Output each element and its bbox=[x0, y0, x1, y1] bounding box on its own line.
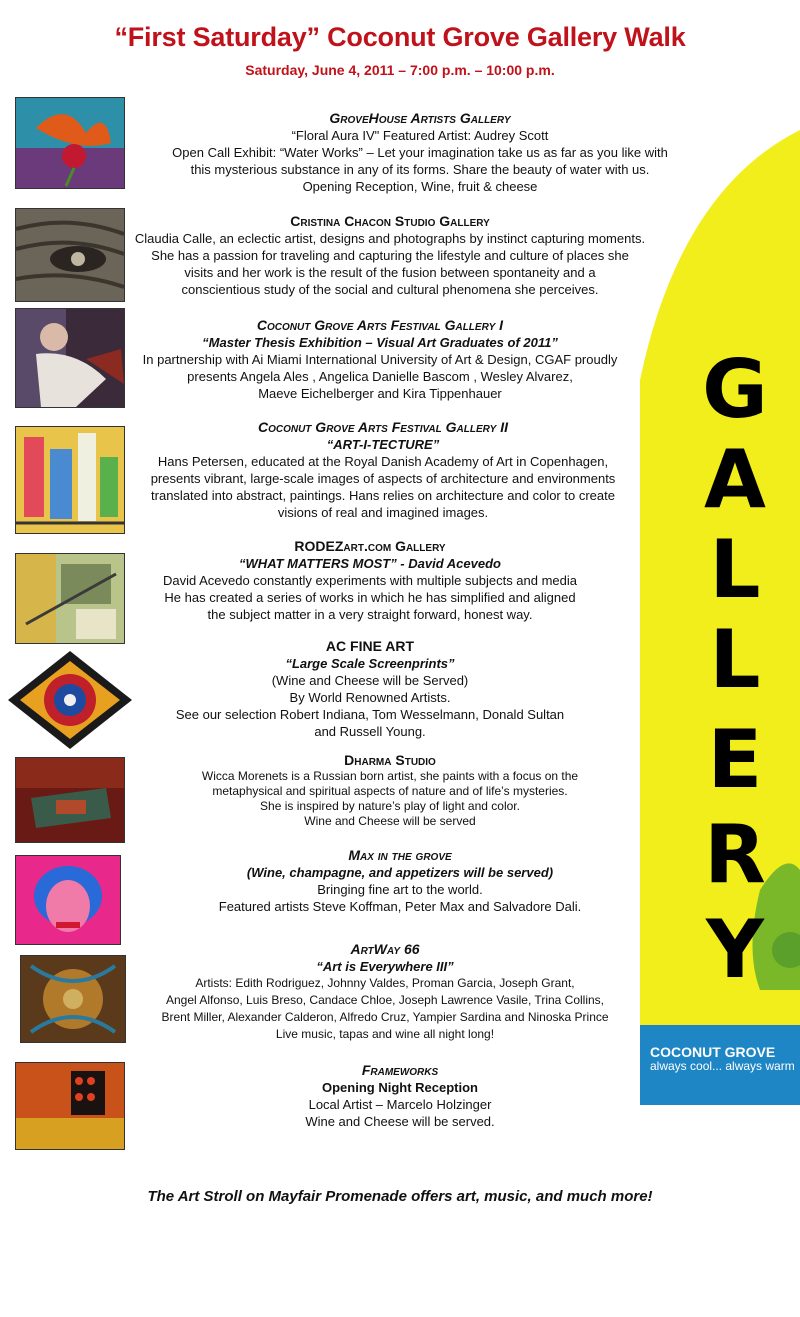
description-line: and Russell Young. bbox=[314, 724, 426, 739]
event-date: Saturday, June 4, 2011 – 7:00 p.m. – 10:00 p.m. bbox=[245, 62, 555, 78]
gallery-entry-grovehouse bbox=[140, 109, 700, 195]
description-line: metaphysical and spiritual aspects of nature and of life’s mysteries. bbox=[212, 784, 568, 798]
gallery-entry-max-in-the-grove bbox=[170, 846, 630, 915]
artwork-thumbnail-indiana bbox=[8, 651, 132, 749]
description-line: Local Artist – Marcelo Holzinger bbox=[308, 1097, 492, 1112]
event-line: Opening Night Reception bbox=[322, 1080, 478, 1095]
description-line: Artists: Edith Rodriguez, Johnny Valdes, Proman Garcia, Joseph Grant, bbox=[195, 976, 575, 990]
refreshments-note: (Wine, champagne, and appetizers will be served) bbox=[246, 865, 554, 880]
banner-letter: A bbox=[704, 433, 766, 526]
banner-letter: R bbox=[704, 808, 766, 901]
description-line: presents Angela Ales , Angelica Danielle Bascom , Wesley Alvarez, bbox=[187, 369, 573, 384]
artwork-thumbnail-floral bbox=[15, 97, 125, 189]
footer-tagline: The Art Stroll on Mayfair Promenade offers art, music, and much more! bbox=[147, 1188, 653, 1205]
gallery-entry-frameworks bbox=[260, 1061, 540, 1130]
description-line: Opening Reception, Wine, fruit & cheese bbox=[302, 179, 538, 194]
gallery-name: Coconut Grove Arts Festival Gallery I bbox=[256, 317, 504, 333]
description-line: this mysterious substance in any of its forms. Share the beauty of water with us. bbox=[190, 162, 650, 177]
gallery-name: Frameworks bbox=[361, 1062, 439, 1078]
gallery-entry-chacon bbox=[130, 212, 650, 298]
description-line: Hans Petersen, educated at the Royal Danish Academy of Art in Copenhagen, bbox=[157, 454, 609, 469]
artwork-thumbnail-marilyn bbox=[15, 855, 121, 945]
exhibition-title: “Large Scale Screenprints” bbox=[285, 656, 455, 671]
artwork-thumbnail-abstract bbox=[15, 553, 125, 644]
logo-name: COCONUT GROVE bbox=[650, 1044, 776, 1060]
description-line: Wine and Cheese will be served. bbox=[305, 1114, 495, 1129]
artwork-thumbnail-frameworks bbox=[15, 1062, 125, 1150]
featured-artist: “Floral Aura IV" Featured Artist: Audrey Scott bbox=[291, 128, 549, 143]
gallery-entry-cgaf-1 bbox=[130, 316, 630, 402]
artwork-thumbnail-architecture bbox=[15, 426, 125, 534]
gallery-name: GroveHouse Artists Gallery bbox=[329, 110, 511, 126]
description-line: Maeve Eichelberger and Kira Tippenhauer bbox=[258, 386, 502, 401]
description-line: She is inspired by nature’s play of light and color. bbox=[260, 799, 520, 813]
gallery-entry-ac-fine-art bbox=[150, 637, 590, 740]
description-line: Open Call Exhibit: “Water Works” – Let your imagination take us as far as you like with bbox=[172, 145, 668, 160]
banner-letter: L bbox=[709, 523, 761, 616]
exhibition-title: “Master Thesis Exhibition – Visual Art Graduates of 2011” bbox=[202, 335, 558, 350]
description-line: Wicca Morenets is a Russian born artist, she paints with a focus on the bbox=[201, 769, 579, 783]
description-line: presents vibrant, large-scale images of aspects of architecture and environments bbox=[150, 471, 616, 486]
description-line: She has a passion for traveling and capturing the lifestyle and culture of places she bbox=[151, 248, 629, 263]
banner-letter: Y bbox=[706, 903, 764, 996]
gallery-entry-artway-66 bbox=[130, 940, 640, 1043]
description-line: conscientious study of the social and cultural phenomena she perceives. bbox=[181, 282, 599, 297]
artwork-thumbnail-figure bbox=[15, 308, 125, 408]
artwork-thumbnail-eye bbox=[15, 208, 125, 302]
gallery-entry-dharma bbox=[160, 751, 620, 829]
description-line: the subject matter in a very straight forward, honest way. bbox=[207, 607, 533, 622]
description-line: translated into abstract, paintings. Hans relies on architecture and color to create bbox=[151, 488, 615, 503]
gallery-name: Cristina Chacon Studio Gallery bbox=[290, 213, 490, 229]
banner-letter: E bbox=[707, 713, 763, 806]
gallery-name: AC FINE ART bbox=[325, 638, 415, 654]
gallery-name: Max in the grove bbox=[348, 847, 452, 863]
description-line: visions of real and imagined images. bbox=[277, 505, 489, 520]
exhibition-title: “Art is Everywhere III” bbox=[316, 959, 454, 974]
gallery-entry-cgaf-2 bbox=[128, 418, 638, 521]
logo-tagline: always cool... always warm bbox=[650, 1059, 795, 1073]
gallery-name: Dharma Studio bbox=[344, 752, 436, 768]
description-line: Wine and Cheese will be served bbox=[304, 814, 476, 828]
description-line: In partnership with Ai Miami International University of Art & Design, CGAF proudly bbox=[142, 352, 618, 367]
description-line: See our selection Robert Indiana, Tom Wesselmann, Donald Sultan bbox=[175, 707, 565, 722]
description-line: Angel Alfonso, Luis Breso, Candace Chloe, Joseph Lawrence Vasile, Trina Collins, bbox=[165, 993, 605, 1007]
artwork-thumbnail-artway bbox=[20, 955, 126, 1043]
banner-letter: L bbox=[709, 613, 761, 706]
coconut-grove-logo bbox=[650, 1045, 800, 1073]
description-line: Live music, tapas and wine all night long! bbox=[275, 1027, 495, 1041]
banner-letter: G bbox=[702, 343, 768, 436]
description-line: Claudia Calle, an eclectic artist, designs and photographs by instinct capturing moments. bbox=[134, 231, 646, 246]
gallery-entry-rodezart bbox=[130, 537, 610, 623]
description-line: Brent Miller, Alexander Calderon, Alfredo Cruz, Yampier Sardina and Ninoska Prince bbox=[161, 1010, 609, 1024]
gallery-name: ArtWay 66 bbox=[350, 941, 420, 957]
exhibition-title: “ART-I-TECTURE” bbox=[326, 437, 440, 452]
description-line: Bringing fine art to the world. bbox=[317, 882, 483, 897]
page-title: “First Saturday” Coconut Grove Gallery Walk bbox=[114, 22, 686, 52]
gallery-name: Coconut Grove Arts Festival Gallery II bbox=[257, 419, 509, 435]
description-line: By World Renowned Artists. bbox=[289, 690, 451, 705]
artwork-thumbnail-dharma bbox=[15, 757, 125, 843]
exhibition-title: “WHAT MATTERS MOST” - David Acevedo bbox=[239, 556, 501, 571]
description-line: Featured artists Steve Koffman, Peter Max and Salvadore Dali. bbox=[218, 899, 582, 914]
description-line: (Wine and Cheese will be Served) bbox=[271, 673, 469, 688]
gallery-name: RODEZart.com Gallery bbox=[294, 538, 446, 554]
description-line: He has created a series of works in which he has simplified and aligned bbox=[164, 590, 576, 605]
description-line: David Acevedo constantly experiments with multiple subjects and media bbox=[162, 573, 578, 588]
description-line: visits and her work is the result of the fusion between spontaneity and a bbox=[184, 265, 596, 280]
